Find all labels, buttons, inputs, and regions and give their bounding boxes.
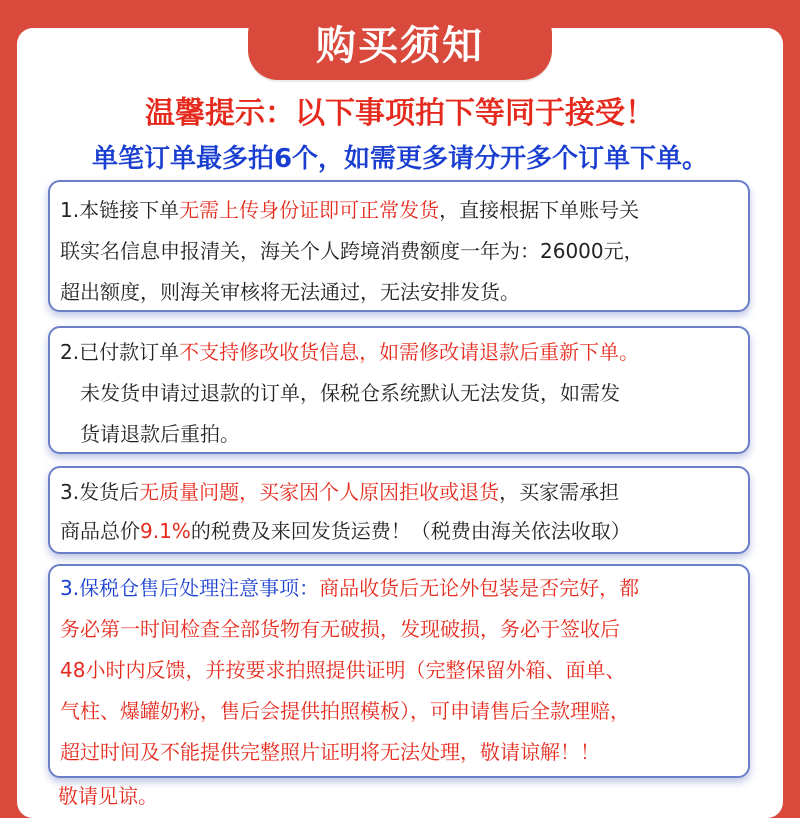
notice-4-line-5: 超过时间及不能提供完整照片证明将无法处理，敬请谅解！！ xyxy=(60,740,600,764)
page-title: 购买须知 xyxy=(316,22,484,69)
notice-2-line-2: 未发货申请过退款的订单，保税仓系统默认无法发货，如需发 xyxy=(80,381,620,405)
notice-2-line-3: 货请退款后重拍。 xyxy=(80,422,240,446)
notice-4-line-1: 3.保税仓售后处理注意事项：商品收货后无论外包装是否完好，都 xyxy=(60,576,640,600)
notice-card-3 xyxy=(48,466,750,554)
notice-1-line-2: 联实名信息申报清关，海关个人跨境消费额度一年为：26000元， xyxy=(60,239,644,263)
notice-3-line-2: 商品总价9.1%的税费及来回发货运费！（税费由海关依法收取） xyxy=(60,519,631,543)
title-banner xyxy=(248,4,552,80)
order-limit-note: 单笔订单最多拍6个，如需更多请分开多个订单下单。 xyxy=(91,144,709,174)
notice-card-1 xyxy=(48,180,750,312)
notice-4-line-3: 48小时内反馈，并按要求拍照提供证明（完整保留外箱、面单、 xyxy=(60,658,626,682)
notice-card-2 xyxy=(48,326,750,454)
notice-4-line-4: 气柱、爆罐奶粉，售后会提供拍照模板），可申请售后全款理赔， xyxy=(60,699,630,723)
notice-1-line-3: 超出额度，则海关审核将无法通过，无法安排发货。 xyxy=(60,280,520,304)
notice-3-line-1: 3.发货后无质量问题，买家因个人原因拒收或退货，买家需承担 xyxy=(60,480,620,504)
notice-1-line-1: 1.本链接下单无需上传身份证即可正常发货，直接根据下单账号关 xyxy=(60,198,640,222)
warning-headline: 温馨提示：以下事项拍下等同于接受！ xyxy=(145,96,655,131)
notice-4-line-2: 务必第一时间检查全部货物有无破损，发现破损，务必于签收后 xyxy=(60,617,620,641)
notice-card-4 xyxy=(48,564,750,778)
notice-2-line-1: 2.已付款订单不支持修改收货信息，如需修改请退款后重新下单。 xyxy=(60,340,640,364)
footer-note: 敬请见谅。 xyxy=(58,784,158,808)
